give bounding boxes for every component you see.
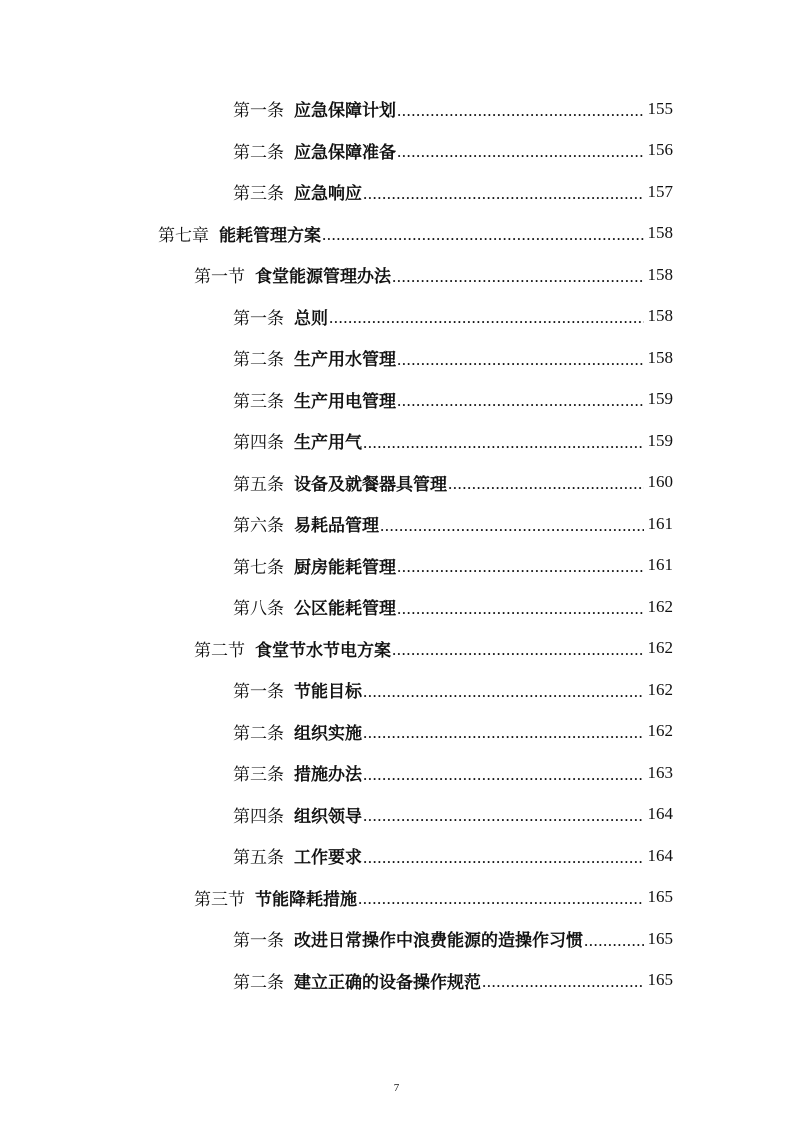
toc-entry-title: 组织实施 [294,723,362,744]
toc-entry-title: 能耗管理方案 [219,225,321,246]
toc-leader-dots [397,558,644,576]
toc-entry-page: 163 [647,762,673,782]
toc-entry[interactable] [0,711,793,753]
toc-leader-dots [363,766,644,784]
toc-entry-page: 162 [647,596,673,616]
page-number: 7 [393,1082,400,1094]
toc-entry-title: 应急保障准备 [294,142,396,163]
toc-entry[interactable] [0,296,793,338]
toc-leader-dots [392,641,644,659]
toc-entry[interactable] [0,130,793,172]
toc-entry-number: 第二条 [233,142,284,163]
toc-leader-dots [363,683,644,701]
toc-entry[interactable] [0,918,793,960]
toc-entry-number: 第三条 [233,391,284,412]
toc-entry-page: 164 [647,845,673,865]
toc-leader-dots [380,517,644,535]
toc-entry-number: 第八条 [233,599,284,620]
toc-entry[interactable] [0,545,793,587]
toc-leader-dots [363,185,644,203]
toc-entry[interactable] [0,420,793,462]
toc-leader-dots [392,268,644,286]
toc-entry-page: 165 [647,887,673,907]
toc-entry-number: 第四条 [233,433,284,454]
toc-entry-page: 158 [647,223,673,243]
toc-entry-title: 应急保障计划 [294,101,396,122]
toc-entry-title: 措施办法 [294,765,362,786]
toc-entry[interactable] [0,462,793,504]
toc-entry-number: 第七条 [233,557,284,578]
toc-entry[interactable] [0,586,793,628]
toc-entry-number: 第五条 [233,474,284,495]
toc-entry-page: 155 [647,98,673,118]
toc-leader-dots [397,600,644,618]
toc-leader-dots [363,807,644,825]
toc-entry-number: 第二条 [233,972,284,993]
toc-entry-title: 应急响应 [294,184,362,205]
toc-entry-page: 160 [647,472,673,492]
toc-entry-number: 第三节 [194,889,245,910]
toc-entry-title: 生产用水管理 [294,350,396,371]
toc-entry-title: 建立正确的设备操作规范 [294,972,481,993]
toc-entry[interactable] [0,628,793,670]
toc-entry-title: 生产用电管理 [294,391,396,412]
toc-entry-title: 节能目标 [294,682,362,703]
toc-entry-number: 第二条 [233,723,284,744]
toc-leader-dots [329,309,644,327]
toc-leader-dots [397,351,644,369]
toc-entry[interactable] [0,254,793,296]
toc-leader-dots [363,724,644,742]
toc-entry-number: 第三条 [233,765,284,786]
toc-entry-title: 易耗品管理 [294,516,379,537]
toc-entry-title: 食堂节水节电方案 [255,640,391,661]
toc-entry-number: 第一条 [233,101,284,122]
toc-entry[interactable] [0,752,793,794]
toc-entry-page: 165 [647,970,673,990]
toc-leader-dots [448,475,644,493]
toc-entry-page: 156 [647,140,673,160]
toc-entry-number: 第三条 [233,184,284,205]
toc-entry[interactable] [0,877,793,919]
toc-entry[interactable] [0,337,793,379]
toc-entry-title: 工作要求 [294,848,362,869]
toc-entry-page: 158 [647,347,673,367]
toc-entry-page: 162 [647,638,673,658]
toc-entry-page: 164 [647,804,673,824]
toc-leader-dots [322,226,644,244]
toc-leader-dots [358,890,644,908]
toc-entry-page: 158 [647,264,673,284]
toc-entry-page: 161 [647,513,673,533]
toc-entry-title: 食堂能源管理办法 [255,267,391,288]
toc-leader-dots [584,932,644,950]
toc-entry-title: 节能降耗措施 [255,889,357,910]
toc-entry-page: 159 [647,430,673,450]
toc-entry-number: 第四条 [233,806,284,827]
toc-leader-dots [363,849,644,867]
toc-entry-page: 161 [647,555,673,575]
toc-leader-dots [397,102,644,120]
toc-entry-number: 第二条 [233,350,284,371]
toc-leader-dots [397,143,644,161]
toc-entry-number: 第一条 [233,931,284,952]
toc-entry-title: 总则 [294,308,328,329]
toc-entry-title: 厨房能耗管理 [294,557,396,578]
toc-leader-dots [397,392,644,410]
toc-entry[interactable] [0,88,793,130]
toc-entry-title: 设备及就餐器具管理 [294,474,447,495]
toc-entry-page: 162 [647,721,673,741]
toc-entry-number: 第六条 [233,516,284,537]
toc-entry[interactable] [0,794,793,836]
toc-entry-page: 162 [647,679,673,699]
toc-entry-number: 第七章 [158,225,209,246]
toc-entry-number: 第二节 [194,640,245,661]
toc-entry[interactable] [0,171,793,213]
table-of-contents [0,88,793,1001]
toc-entry-number: 第一条 [233,682,284,703]
toc-entry[interactable] [0,503,793,545]
toc-entry-number: 第五条 [233,848,284,869]
toc-entry[interactable] [0,213,793,255]
toc-entry-number: 第一条 [233,308,284,329]
toc-entry-number: 第一节 [194,267,245,288]
toc-entry[interactable] [0,379,793,421]
toc-entry[interactable] [0,669,793,711]
toc-entry-page: 158 [647,306,673,326]
toc-entry-title: 生产用气 [294,433,362,454]
toc-leader-dots [482,973,644,991]
toc-entry-page: 165 [647,928,673,948]
toc-entry-title: 组织领导 [294,806,362,827]
toc-leader-dots [363,434,644,452]
toc-entry-title: 改进日常操作中浪费能源的造操作习惯 [294,931,583,952]
toc-entry-title: 公区能耗管理 [294,599,396,620]
toc-entry-page: 159 [647,389,673,409]
toc-entry[interactable] [0,835,793,877]
toc-entry-page: 157 [647,181,673,201]
toc-entry[interactable] [0,960,793,1002]
